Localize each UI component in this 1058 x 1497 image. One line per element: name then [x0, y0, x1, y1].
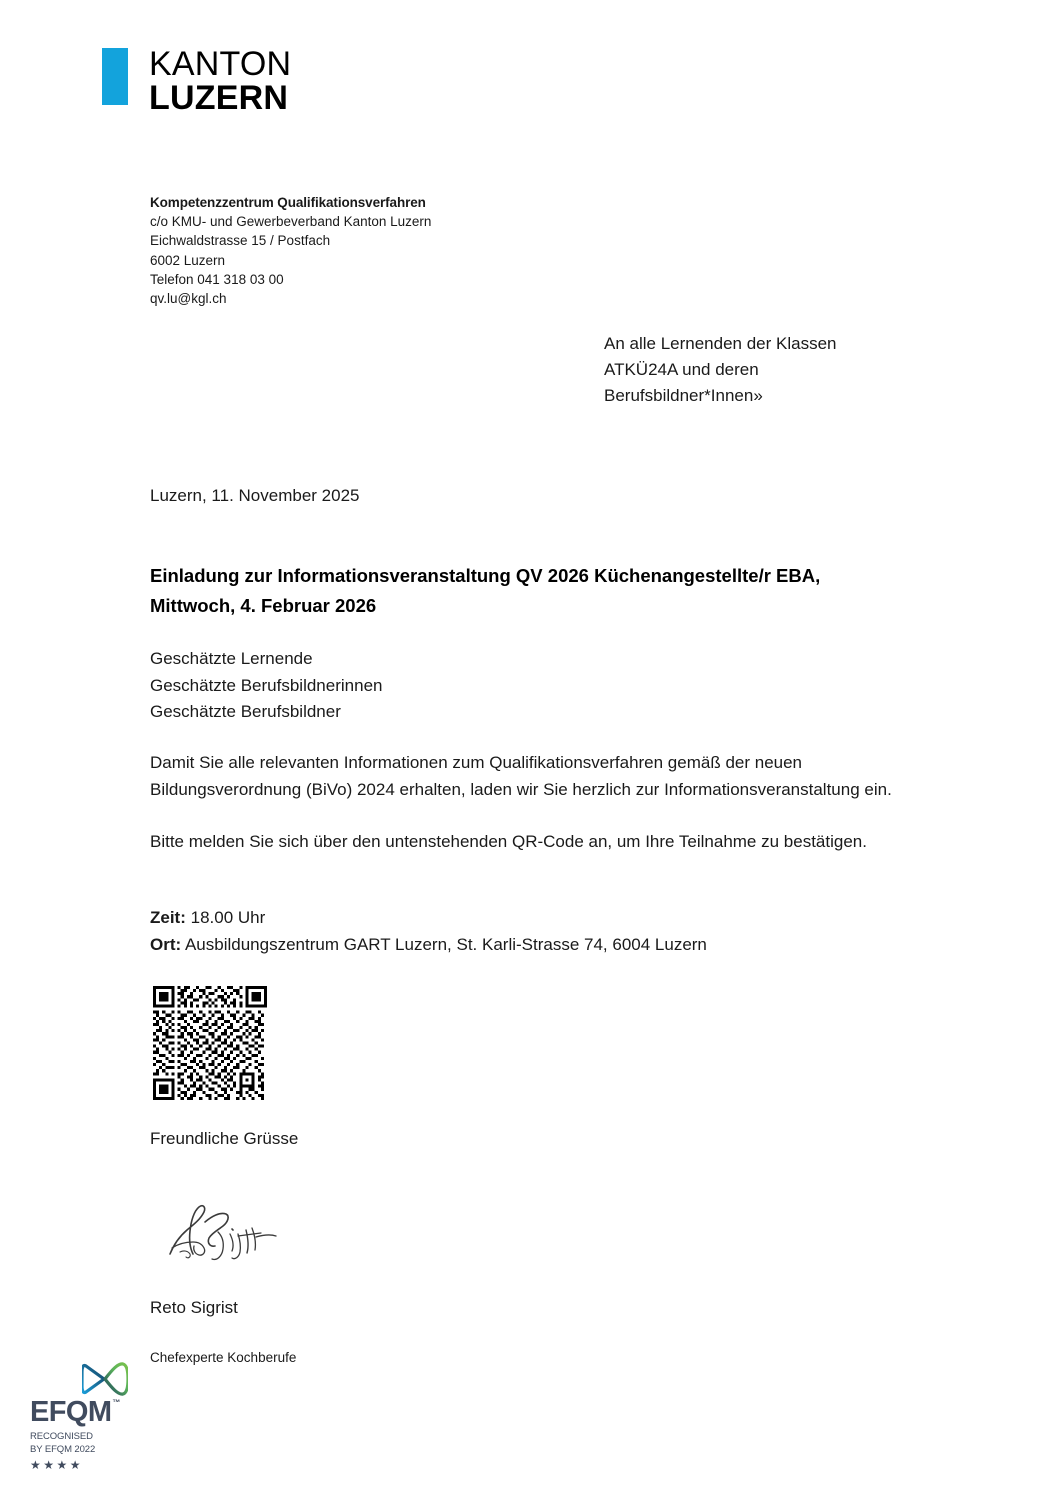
sender-line-3: 6002 Luzern — [150, 252, 226, 268]
recipient-line-3: Berufsbildner*Innen» — [604, 386, 763, 405]
body-paragraph-1: Damit Sie alle relevanten Informationen zum Qualifikationsverfahren gemäß der neuen Bildungsverordnung (BiVo) 2024 erhalten, laden wir Sie herzlich zur Informationsveranstaltung ein. — [150, 753, 892, 799]
event-place-row — [150, 932, 707, 959]
signer-name: Reto Sigrist — [150, 1298, 238, 1317]
letter-subject — [150, 561, 950, 621]
salutation-block — [150, 646, 382, 726]
handwritten-signature — [160, 1192, 310, 1272]
letter-date: Luzern, 11. November 2025 — [150, 486, 360, 505]
recipient-line-1: An alle Lernenden der Klassen — [604, 334, 837, 353]
event-place-label: Ort: — [150, 934, 182, 954]
efqm-badge — [30, 1362, 145, 1472]
logo-wordmark — [149, 45, 292, 117]
subject-line-2: Mittwoch, 4. Februar 2026 — [150, 595, 377, 616]
salutation-line-2: Geschätzte Berufsbildnerinnen — [150, 675, 383, 695]
logo-kanton-text: KANTON — [149, 45, 292, 83]
efqm-mark-svg — [82, 1362, 128, 1396]
salutation-line-1: Geschätzte Lernende — [150, 649, 313, 668]
sender-line-1: c/o KMU- und Gewerbeverband Kanton Luzern — [150, 214, 432, 230]
efqm-infinity-icon — [82, 1362, 128, 1396]
event-time-value: 18.00 Uhr — [190, 908, 266, 927]
efqm-trademark-symbol: ™ — [112, 1398, 120, 1407]
event-time-row — [150, 905, 707, 932]
logo-blue-bar-icon — [102, 48, 128, 105]
salutation-line-3: Geschätzte Berufsbildner — [150, 702, 341, 721]
efqm-wordmark — [30, 1398, 145, 1427]
event-place-value: Ausbildungszentrum GART Luzern, St. Karli-Strasse 74, 6004 Luzern — [184, 934, 707, 954]
efqm-sub-line-1: RECOGNISED — [30, 1431, 93, 1442]
body-paragraph-2: Bitte melden Sie sich über den untenstehenden QR-Code an, um Ihre Teilnahme zu bestätigen. — [150, 832, 867, 851]
sender-address-block — [150, 193, 431, 308]
sender-phone: Telefon 041 318 03 00 — [150, 271, 284, 287]
event-details-block — [150, 905, 707, 958]
sender-line-2: Eichwaldstrasse 15 / Postfach — [150, 233, 331, 249]
event-time-label: Zeit: — [150, 908, 186, 927]
sender-department: Kompetenzzentrum Qualifikationsverfahren — [150, 195, 426, 210]
efqm-star-rating: ★★★★ — [30, 1458, 84, 1472]
signature-icon — [160, 1192, 310, 1272]
sender-email: qv.lu@kgl.ch — [150, 291, 227, 307]
qr-code-icon — [150, 986, 270, 1100]
efqm-word-text: EFQM — [30, 1396, 112, 1428]
recipient-line-2: ATKÜ24A und deren — [604, 360, 759, 379]
kanton-luzern-logo — [102, 45, 292, 117]
closing-greeting: Freundliche Grüsse — [150, 1129, 299, 1148]
subject-line-1: Einladung zur Informationsveranstaltung QV 2026 Küchenangestellte/r EBA, — [150, 565, 821, 586]
efqm-sub-line-2: BY EFQM 2022 — [30, 1443, 96, 1455]
signer-role: Chefexperte Kochberufe — [150, 1350, 297, 1365]
logo-luzern-text: LUZERN — [149, 78, 289, 117]
recipient-address-block — [604, 331, 837, 409]
registration-qr-code[interactable] — [150, 986, 270, 1100]
efqm-recognition-text — [30, 1431, 145, 1456]
